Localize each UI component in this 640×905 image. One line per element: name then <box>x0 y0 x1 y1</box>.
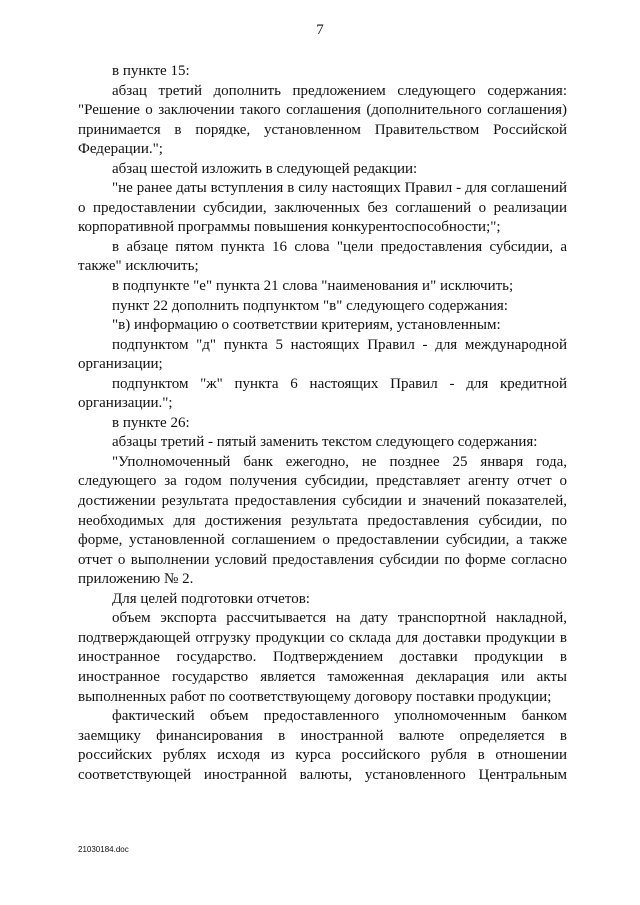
paragraph: пункт 22 дополнить подпунктом "в" следующего содержания: <box>112 297 508 314</box>
paragraph: объем экспорта рассчитывается на дату транспортной накладной, подтверждающей отгрузку продукции со склада для доставки продукции в иностранное государство. Подтверждением доставки продукции в иностранное государство является таможенная декларация или акты выполненных работ по соответствующему договору поставки продукции; <box>78 610 567 705</box>
paragraph: абзацы третий - пятый заменить текстом следующего содержания: <box>112 434 538 451</box>
paragraph: в подпункте "е" пункта 21 слова "наименования и" исключить; <box>112 278 514 295</box>
paragraph: в абзаце пятом пункта 16 слова "цели предоставления субсидии, а также" исключить; <box>78 238 567 275</box>
paragraph: "Уполномоченный банк ежегодно, не позднее 25 января года, следующего за годом получения субсидии, представляет агенту отчет о достижении результата предоставления субсидии и значений показателей, необходимых для достижения результата предоставления субсидии, по форме, установленной соглашением о предоставлении субсидии, а также отчет о выполнении условий предоставления субсидии по форме согласно приложению № 2. <box>78 453 567 588</box>
paragraph: в пункте 15: <box>112 63 190 79</box>
document-body <box>78 62 567 785</box>
paragraph: абзац шестой изложить в следующей редакции: <box>112 160 418 177</box>
paragraph: "в) информацию о соответствии критериям, установленным: <box>112 317 501 334</box>
paragraph: подпунктом "д" пункта 5 настоящих Правил - для международной организации; <box>78 336 567 373</box>
paragraph: фактический объем предоставленного уполномоченным банком заемщику финансирования в иностранной валюте определяется в российских рублях исходя из курса российского рубля в отношении соответствующей иностранной валюты, установленного Центральным <box>78 708 567 783</box>
paragraph: в пункте 26: <box>112 414 190 431</box>
page-number: 7 <box>316 22 324 38</box>
paragraph: Для целей подготовки отчетов: <box>112 590 310 607</box>
paragraph: абзац третий дополнить предложением следующего содержания: "Решение о заключении такого соглашения (дополнительного соглашения) принимается в порядке, установленном Правительством Российской Федерации."; <box>78 82 567 158</box>
paragraph: подпунктом "ж" пункта 6 настоящих Правил - для кредитной организации."; <box>78 375 567 412</box>
paragraph: "не ранее даты вступления в силу настоящих Правил - для соглашений о предоставлении субсидии, заключенных без соглашений о реализации корпоративной программы повышения конкурентоспособности;"; <box>78 180 567 236</box>
document-file-code: 21030184.doc <box>78 845 129 854</box>
